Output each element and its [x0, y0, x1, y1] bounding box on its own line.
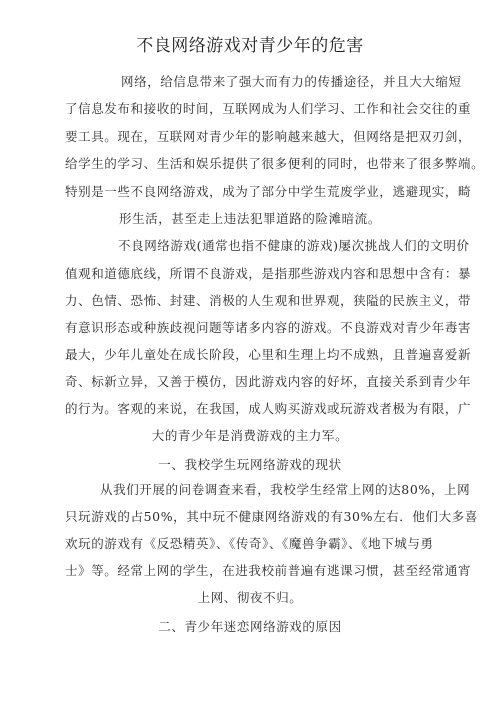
paragraph-2-line: 值观和道德底线，所谓不良游戏，是指那些游戏内容和思想中含有：暴 — [65, 266, 472, 281]
document-title: 不良网络游戏对青少年的危害 — [136, 36, 364, 56]
paragraph-3-line: 欢玩的游戏有《反恐精英》、《传奇》、《魔兽争霸》、《地下城与勇 — [65, 536, 434, 551]
paragraph-1-line: 给学生的学习、生活和娱乐提供了很多便利的同时，也带来了很多弊端。 — [65, 156, 485, 171]
paragraph-2-line: 有意识形态或种族歧视问题等诸多内容的游戏。不良游戏对青少年毒害 — [65, 320, 472, 335]
paragraph-1-line: 要工具。现在，互联网对青少年的影响越来越大，但网络是把双刃剑， — [65, 129, 472, 144]
paragraph-2-line: 力、色情、恐怖、封建、消极的人生观和世界观，狭隘的民族主义，带 — [65, 293, 472, 308]
paragraph-3-line: 上网、彻夜不归。 — [197, 590, 303, 605]
paragraph-2-line: 不良网络游戏(通常也指不健康的游戏)屡次挑战人们的文明价 — [118, 238, 470, 253]
paragraph-3-line: 士》等。经常上网的学生，在进我校前普遍有逃课习惯，甚至经常通宵 — [65, 563, 472, 578]
paragraph-2-line: 最大，少年儿童处在成长阶段，心里和生理上均不成熟，且普遍喜爱新 — [65, 347, 472, 362]
paragraph-3-line: 从我们开展的问卷调查来看，我校学生经常上网的达80%，上网 — [100, 482, 471, 497]
paragraph-2-line: 的行为。客观的来说，在我国，成人购买游戏或玩游戏者极为有限，广 — [65, 401, 472, 416]
paragraph-2-line: 奇、标新立异，又善于模仿，因此游戏内容的好坏，直接关系到青少年 — [65, 374, 472, 389]
paragraph-2-line: 大的青少年是消费游戏的主力军。 — [151, 428, 349, 443]
section-1-heading: 一、我校学生玩网络游戏的现状 — [158, 457, 342, 472]
paragraph-1-line: 了信息发布和接收的时间，互联网成为人们学习、工作和社会交往的重 — [65, 101, 472, 116]
section-2-heading: 二、青少年迷恋网络游戏的原因 — [158, 619, 342, 634]
paragraph-3-line: 只玩游戏的占50%，其中玩不健康网络游戏的有30%左右．他们大多喜 — [65, 509, 478, 524]
paragraph-1-line: 特别是一些不良网络游戏，成为了部分中学生荒废学业，逃避现实，畸 — [65, 184, 472, 199]
paragraph-1-line: 网络，给信息带来了强大而有力的传播途径，并且大大缩短 — [121, 74, 462, 89]
paragraph-1-line: 形生活，甚至走上违法犯罪道路的险滩暗流。 — [118, 211, 381, 226]
